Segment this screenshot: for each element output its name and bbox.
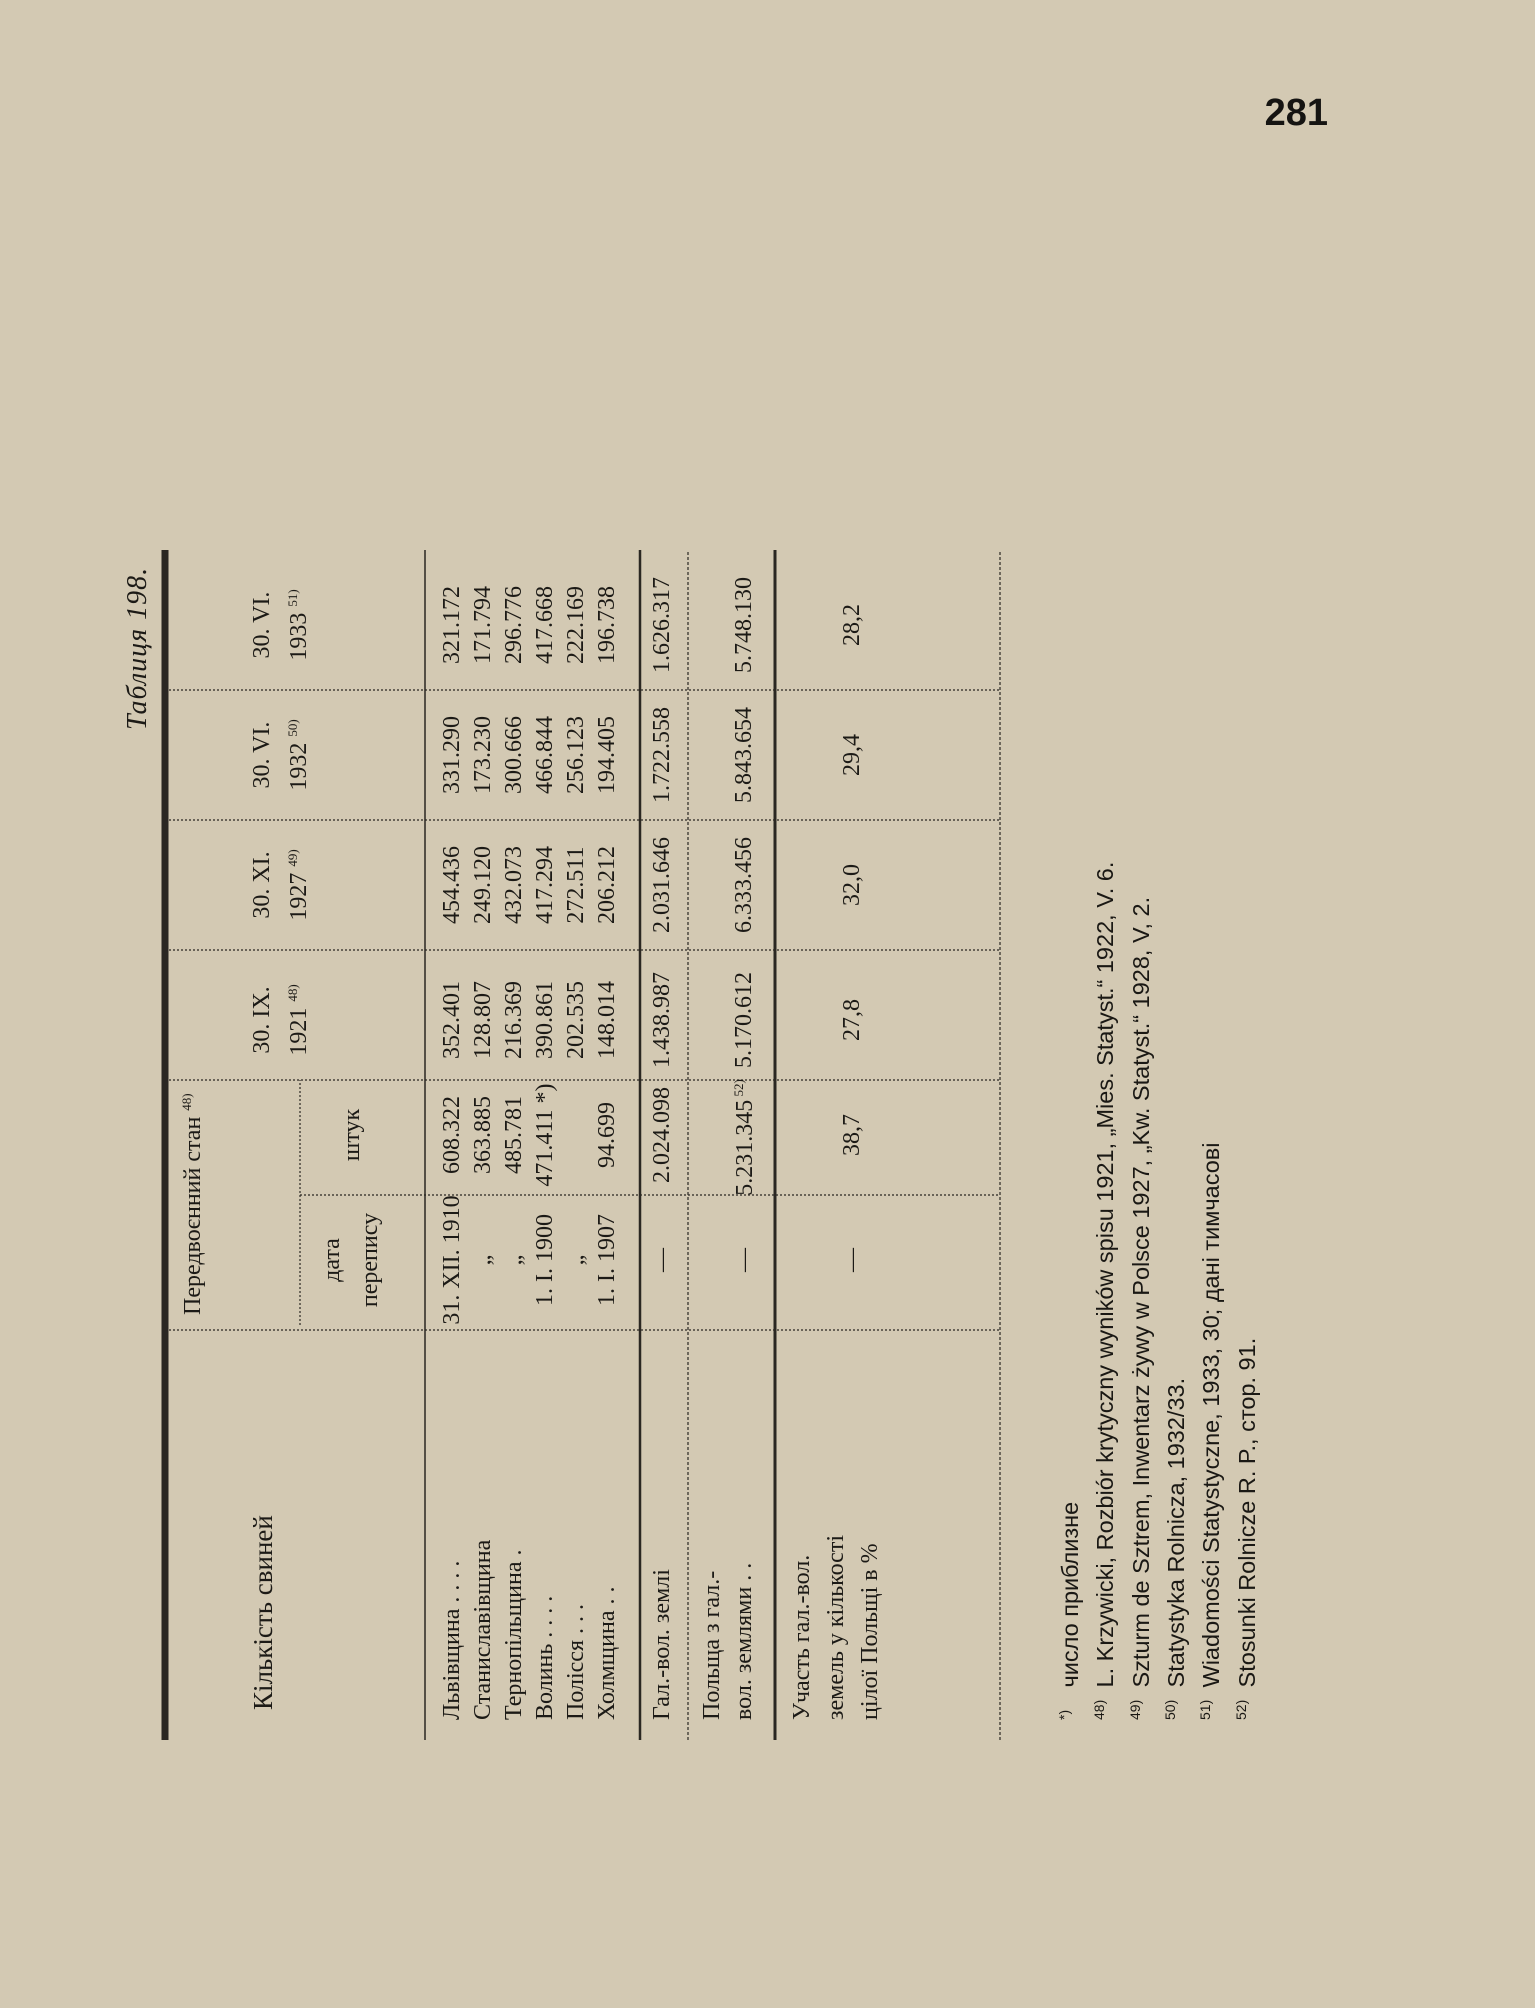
table-row-3-prewar: 471.411 *) [532,1083,558,1187]
header-row-label: Кількість свиней [248,1515,278,1710]
total-share-value-2: 29,4 [839,734,865,776]
table-row-5-census-date: 1. I. 1907 [594,1214,620,1306]
table-row-1-value-2: 173.230 [470,716,496,794]
table-row-5-value-1: 206.212 [594,846,620,924]
table-row-4-value-1: 272.511 [563,846,589,924]
table-row-3-census-date: 1. I. 1900 [532,1214,558,1306]
footnote-mark: *) [1056,1709,1072,1720]
header-date-col: дата перепису [319,1212,383,1308]
table-row-5-value-2: 194.405 [594,716,620,794]
total-gal-vol-value-2: 1.722.558 [649,707,675,803]
table-row-0-census-date: 31. XII. 1910 [439,1195,465,1325]
table-row-5-value-3: 196.738 [594,586,620,664]
header-prewar-group: Передвоєнний стан $^{48)}$ [179,1093,206,1315]
header-count-col: штук [339,1108,365,1162]
region-leader: . . . . [439,1560,465,1609]
table-row-3-value-2: 466.844 [532,716,558,794]
table-row-3-value-0: 390.861 [532,981,558,1059]
table-row-3-value-3: 417.668 [532,586,558,664]
table-row-5-region [595,1587,619,1721]
footnote-text: Wiadomości Statystyczne, 1933, 30; дані тимчасові [1198,1142,1225,1694]
region-leader: . . [594,1586,620,1611]
table-row-1-census-date: „ [470,1254,496,1266]
table-row-4-census-date: „ [563,1254,589,1266]
footnote-5 [1227,862,1262,1720]
total-share-label-line-2: цілої Польщі в % [857,1543,883,1720]
table-row-0-value-2: 331.290 [439,716,465,794]
table-row-2-value-0: 216.369 [501,981,527,1059]
table-row-4-value-3: 222.169 [563,586,589,664]
total-gal-vol-value-1: 2.031.646 [649,837,675,933]
table-row-1-value-3: 171.794 [470,586,496,664]
table-row-1-value-0: 128.807 [470,981,496,1059]
footnote-0 [1050,862,1085,1720]
table-row-0-value-3: 321.172 [439,586,465,664]
table-row-0-value-1: 454.436 [439,846,465,924]
footnote-text: число приблизне [1056,1501,1083,1694]
region-name: Тернопільщина [501,1561,527,1720]
region-leader: . . . . [532,1595,558,1644]
region-name: Холмщина [594,1610,620,1720]
table-row-2-prewar: 485.781 [501,1096,527,1174]
table-row-5-value-0: 148.014 [594,981,620,1059]
table-row-0-region [440,1561,464,1720]
table-row-2-census-date: „ [501,1254,527,1266]
footnote-mark: 52) [1232,1699,1249,1720]
table-row-4-value-2: 256.123 [563,716,589,794]
footnote-mark: 50) [1161,1699,1178,1720]
footnote-text: Statystyka Rolnicza, 1932/33. [1162,1377,1189,1694]
table-row-4-region [564,1604,588,1720]
footnote-text: Szturm de Sztrem, Inwentarz żywy w Polsce 1927, „Kw. Statyst.“ 1928, V, 2. [1127,896,1154,1694]
footnote-4 [1191,862,1226,1720]
total-poland-prewar-value: 5.231.345 [732,1099,758,1196]
table-row-1-value-1: 249.120 [470,846,496,924]
table-row-3-value-1: 417.294 [532,846,558,924]
total-poland-value-1: 6.333.456 [731,837,757,933]
table-row-1-prewar: 363.885 [470,1096,496,1174]
footnotes [1050,862,1262,1720]
total-share-value-3: 28,2 [839,604,865,646]
total-gal-vol-label: Гал.-вол. землі [649,1569,675,1720]
table-row-3-region [533,1596,557,1720]
total-poland-label-line-0: Польща з гал.- [699,1570,725,1720]
region-name: Полісся [563,1639,589,1720]
period-header-3: 30. VI. 1933 $^{51)}$ [249,589,312,661]
total-share-prewar: 38,7 [839,1114,865,1156]
period-header-1: 30. XI. 1927 $^{49)}$ [249,849,312,921]
total-poland-value-2: 5.843.654 [731,707,757,803]
footnote-mark: 51) [1197,1699,1214,1720]
page-number: 281 [1264,92,1328,134]
total-share-value-0: 27,8 [839,999,865,1041]
total-share-label-line-0: Участь гал.-вол. [789,1554,815,1720]
table-row-2-value-3: 296.776 [501,586,527,664]
total-poland-prewar-note: 52) [731,1079,746,1100]
total-gal-vol-value-3: 1.626.317 [649,577,675,673]
footnote-mark: 49) [1126,1699,1143,1720]
region-leader: . . . [563,1603,589,1640]
table-row-5-prewar: 94.699 [594,1102,620,1168]
table-row-2-value-1: 432.073 [501,846,527,924]
table-row-2-value-2: 300.666 [501,716,527,794]
total-share-value-1: 32,0 [839,864,865,906]
table-row-0-prewar: 608.322 [439,1096,465,1174]
total-gal-vol-census-date: — [649,1248,675,1272]
region-name: Станиславівщина [470,1539,496,1720]
region-leader: . [501,1549,527,1562]
period-header-0: 30. IX. 1921 $^{48)}$ [249,984,312,1056]
total-poland-prewar [732,1075,757,1200]
footnote-1 [1085,862,1120,1720]
total-poland-census-date: — [731,1248,757,1272]
footnote-text: L. Krzywicki, Rozbiór krytyczny wyników spisu 1921, „Mies. Statyst.“ 1922, V. 6. [1092,861,1119,1694]
total-poland-value-3: 5.748.130 [731,577,757,673]
table-caption: Таблиця 198. [122,566,153,730]
period-header-2: 30. VI. 1932 $^{50)}$ [249,719,312,791]
total-gal-vol-prewar: 2.024.098 [649,1087,675,1183]
table-row-4-value-0: 202.535 [563,981,589,1059]
total-poland-label-line-1: вол. землями . . [731,1562,757,1720]
footnote-text: Stosunki Rolnicze R. P., стор. 91. [1233,1337,1260,1694]
total-gal-vol-value-0: 1.438.987 [649,972,675,1068]
table-row-0-value-0: 352.401 [439,981,465,1059]
total-share-census-date: — [839,1248,865,1272]
footnote-mark: 48) [1091,1699,1108,1720]
total-poland-value-0: 5.170.612 [731,972,757,1068]
table-row-1-region [471,1540,495,1720]
footnote-3 [1156,862,1191,1720]
region-name: Волинь [532,1643,558,1720]
region-name: Львівщина [439,1608,465,1720]
total-share-label-line-1: земель у кількості [823,1535,849,1720]
table-row-2-region [502,1550,526,1721]
footnote-2 [1121,862,1156,1720]
